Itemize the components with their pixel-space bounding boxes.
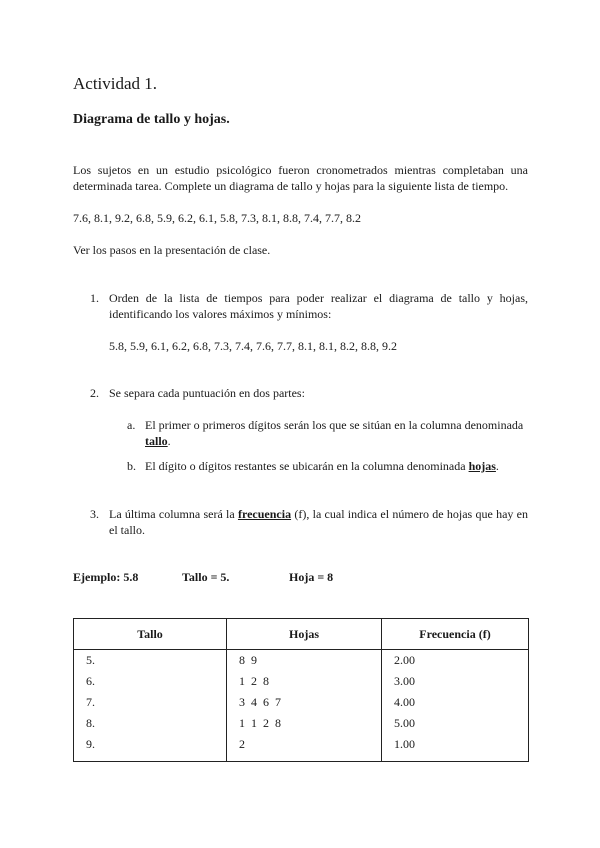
example-tallo: Tallo = 5. bbox=[182, 570, 230, 584]
table-row bbox=[74, 650, 529, 672]
sorted-list bbox=[90, 338, 528, 354]
cell-frecuencia: 4.00 bbox=[382, 692, 529, 713]
cell-tallo: 9. bbox=[74, 734, 227, 762]
table-row bbox=[74, 671, 529, 692]
step-3 bbox=[90, 506, 528, 538]
cell-tallo: 5. bbox=[74, 650, 227, 672]
sorted-values: 5.8, 5.9, 6.1, 6.2, 6.8, 7.3, 7.4, 7.6, 7.7, 8.1, 8.1, 8.2, 8.8, 9.2 bbox=[109, 339, 397, 353]
substep-a bbox=[127, 417, 528, 449]
cell-tallo: 8. bbox=[74, 713, 227, 734]
step-number: 3. bbox=[90, 507, 99, 521]
cell-hojas: 2 bbox=[227, 734, 382, 762]
step-text: Orden de la lista de tiempos para poder realizar el diagrama de tallo y hojas, identificando los valores máximos y mínimos: bbox=[109, 291, 528, 321]
cell-tallo: 6. bbox=[74, 671, 227, 692]
cell-frecuencia: 3.00 bbox=[382, 671, 529, 692]
data-list: 7.6, 8.1, 9.2, 6.8, 5.9, 6.2, 6.1, 5.8, 7.3, 8.1, 8.8, 7.4, 7.7, 8.2 bbox=[73, 211, 361, 225]
intro-paragraph: Los sujetos en un estudio psicológico fueron cronometrados mientras completaban una determinada tarea. Complete un diagrama de tallo y hojas para la siguiente lista de tiempo. bbox=[73, 163, 528, 193]
stem-leaf-table bbox=[73, 618, 529, 762]
table-row bbox=[74, 713, 529, 734]
table-header-row bbox=[74, 619, 529, 650]
step-text-cont: (f), la cual indica el número de hojas que hay en el tallo. bbox=[109, 507, 528, 537]
example-label: Ejemplo: 5.8 bbox=[73, 570, 139, 584]
table-row bbox=[74, 692, 529, 713]
substep-text: El primer o primeros dígitos serán los que se sitúan en la columna denominada bbox=[145, 418, 524, 432]
cell-tallo: 7. bbox=[74, 692, 227, 713]
cell-frecuencia: 2.00 bbox=[382, 650, 529, 672]
substep-b bbox=[127, 458, 528, 474]
term-frecuencia: frecuencia bbox=[237, 507, 292, 521]
substep-letter: a. bbox=[127, 418, 136, 432]
cell-frecuencia: 1.00 bbox=[382, 734, 529, 762]
header-hojas: Hojas bbox=[227, 619, 382, 650]
step-text: Se separa cada puntuación en dos partes: bbox=[109, 386, 305, 400]
cell-hojas: 1 1 2 8 bbox=[227, 713, 382, 734]
cell-hojas: 3 4 6 7 bbox=[227, 692, 382, 713]
cell-hojas: 8 9 bbox=[227, 650, 382, 672]
period: . bbox=[495, 459, 499, 473]
note-text: Ver los pasos en la presentación de clase. bbox=[73, 243, 271, 257]
substep-letter: b. bbox=[127, 459, 136, 473]
step-text: La última columna será la bbox=[109, 507, 238, 521]
step-1 bbox=[90, 290, 528, 322]
header-tallo: Tallo bbox=[74, 619, 227, 650]
substep-text: El dígito o dígitos restantes se ubicarán en la columna denominada bbox=[145, 459, 469, 473]
step-2 bbox=[90, 385, 528, 401]
header-frecuencia: Frecuencia (f) bbox=[382, 619, 529, 650]
example-hoja: Hoja = 8 bbox=[289, 570, 334, 584]
section-heading: Diagrama de tallo y hojas. bbox=[73, 112, 230, 127]
step-number: 2. bbox=[90, 386, 99, 400]
page-title: Actividad 1. bbox=[73, 74, 158, 93]
cell-hojas: 1 2 8 bbox=[227, 671, 382, 692]
term-hojas: hojas bbox=[468, 459, 496, 473]
period: . bbox=[167, 434, 171, 448]
term-tallo: tallo bbox=[145, 434, 168, 448]
table-row bbox=[74, 734, 529, 762]
step-number: 1. bbox=[90, 291, 99, 305]
cell-frecuencia: 5.00 bbox=[382, 713, 529, 734]
